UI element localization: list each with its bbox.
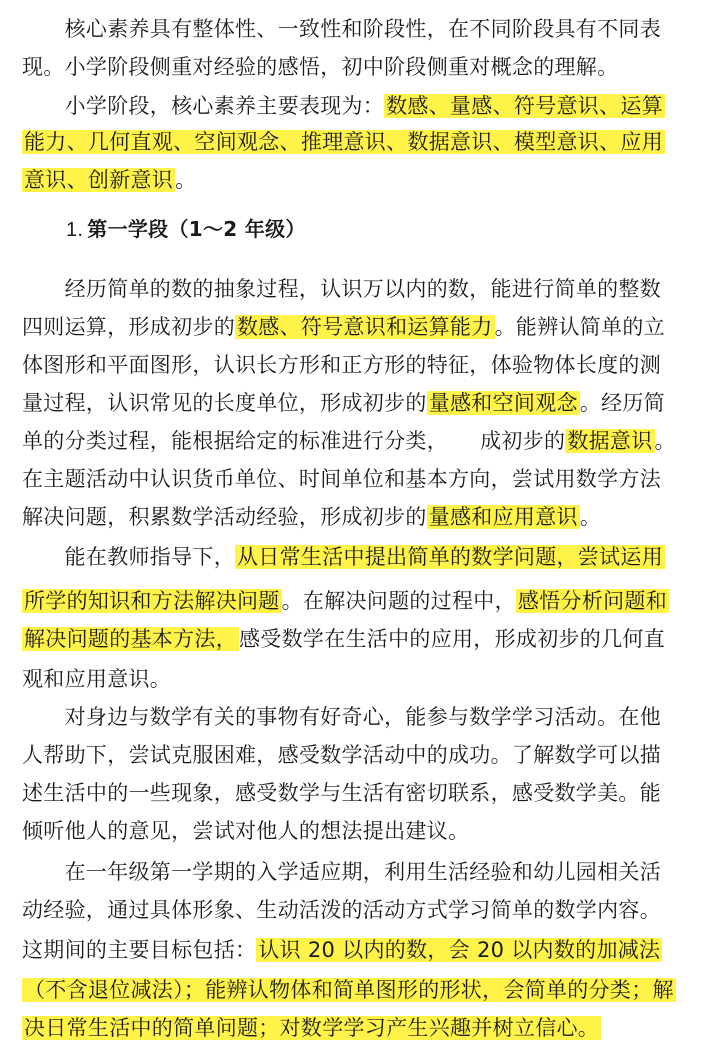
text-line — [22, 500, 601, 534]
text: 在一年级第一学期的入学适应期，利用生活经验和幼儿园相关活 — [22, 860, 661, 884]
text-line — [22, 662, 171, 696]
highlighted-text: 量感和应用意识 — [428, 505, 578, 529]
text: 倾听他人的意见，尝试对他人的想法提出建议。 — [22, 819, 470, 843]
highlighted-text: 数据意识 — [567, 429, 653, 453]
highlighted-text: 解决问题的基本方法， — [24, 627, 237, 651]
text-line — [22, 855, 661, 889]
heading-number: 1. — [66, 219, 84, 241]
text-line — [22, 125, 665, 159]
text-line — [22, 1011, 601, 1045]
text: 人帮助下，尝试克服困难，感受数学活动中的成功。了解数学可以描 — [22, 743, 661, 767]
text-line — [22, 584, 669, 618]
highlighted-text: 量感和空间观念 — [428, 391, 578, 415]
text: 述生活中的一些现象，感受数学与生活有密切联系，感受数学美。能 — [22, 781, 661, 805]
highlighted-text: 感悟分析问题和 — [517, 589, 668, 613]
text-line — [22, 348, 661, 382]
text-line — [22, 50, 618, 84]
text: 感受数学在生活中的应用，形成初步的几何直 — [239, 627, 665, 651]
text: 经历简单的数的抽象过程，认识万以内的数，能进行简单的整数 — [22, 277, 661, 301]
text-line — [22, 12, 661, 46]
text-line — [22, 973, 676, 1007]
text-line — [22, 540, 665, 574]
text-line — [22, 272, 661, 306]
text-line — [22, 622, 665, 656]
text-line — [22, 700, 661, 734]
text: 能在教师指导下， — [22, 545, 235, 569]
text-line — [22, 89, 665, 123]
text: 现。小学阶段侧重对经验的感悟，初中阶段侧重对概念的理解。 — [22, 55, 619, 79]
text: 量过程，认识常见的长度单位，形成初步的 — [22, 391, 427, 415]
highlighted-text: （不含退位减法）；能辨认物体和简单图形的形状，会简单的分类；解 — [24, 978, 674, 1002]
highlighted-text: 能力、几何直观、空间观念、推理意识、数据意识、模型意识、应用 — [24, 130, 663, 154]
text: 。 — [654, 429, 676, 453]
highlighted-text: 意识、创新意识 — [24, 168, 174, 192]
text: 四则运算，形成初步的 — [22, 315, 235, 339]
text-line — [22, 814, 469, 848]
section-heading — [66, 212, 306, 246]
text: 。 — [579, 505, 602, 529]
highlighted-text: 数感、符号意识和运算能力 — [237, 315, 493, 339]
highlighted-text: 认识 20 以内的数，会 20 以内数的加减法 — [258, 938, 661, 962]
text-line — [22, 933, 662, 967]
text: 在主题活动中认识货币单位、时间单位和基本方向，尝试用数学方法 — [22, 467, 661, 491]
text-line — [22, 163, 196, 197]
text: 动经验，通过具体形象、生动活泼的活动方式学习简单的数学内容。 — [22, 898, 661, 922]
text: 解决问题，积累数学活动经验，形成初步的 — [22, 505, 427, 529]
text: 观和应用意识。 — [22, 667, 172, 691]
text: 核心素养具有整体性、一致性和阶段性，在不同阶段具有不同表 — [22, 17, 661, 41]
text-line — [22, 738, 661, 772]
text-line — [22, 310, 665, 344]
text: 小学阶段，核心素养主要表现为： — [22, 94, 385, 118]
heading-title: 第一学段（1～2 年级） — [87, 217, 306, 241]
text: 。能辨认简单的立 — [494, 315, 666, 339]
text: 对身边与数学有关的事物有好奇心，能参与数学学习活动。在他 — [22, 705, 661, 729]
text: 体图形和平面图形，认识长方形和正方形的特征，体验物体长度的测 — [22, 353, 661, 377]
text: 这期间的主要目标包括： — [22, 938, 257, 962]
highlighted-text: 决日常生活中的简单问题；对数学学习产生兴趣并树立信心。 — [24, 1016, 600, 1040]
text-line — [22, 424, 676, 458]
text: 。在解决问题的过程中， — [281, 589, 516, 613]
text: 。经历简 — [579, 391, 666, 415]
highlighted-text: 数感、量感、符号意识、运算 — [386, 94, 664, 118]
text-line — [22, 462, 661, 496]
text-line — [22, 776, 661, 810]
highlighted-text: 从日常生活中提出简单的数学问题，尝试运用 — [237, 545, 663, 569]
text-line — [22, 893, 661, 927]
text-line — [22, 386, 665, 420]
text: 单的分类过程，能根据给定的标准进行分类， 成初步的 — [22, 429, 566, 453]
text: 。 — [175, 168, 197, 192]
highlighted-text: 所学的知识和方法解决问题 — [24, 589, 280, 613]
